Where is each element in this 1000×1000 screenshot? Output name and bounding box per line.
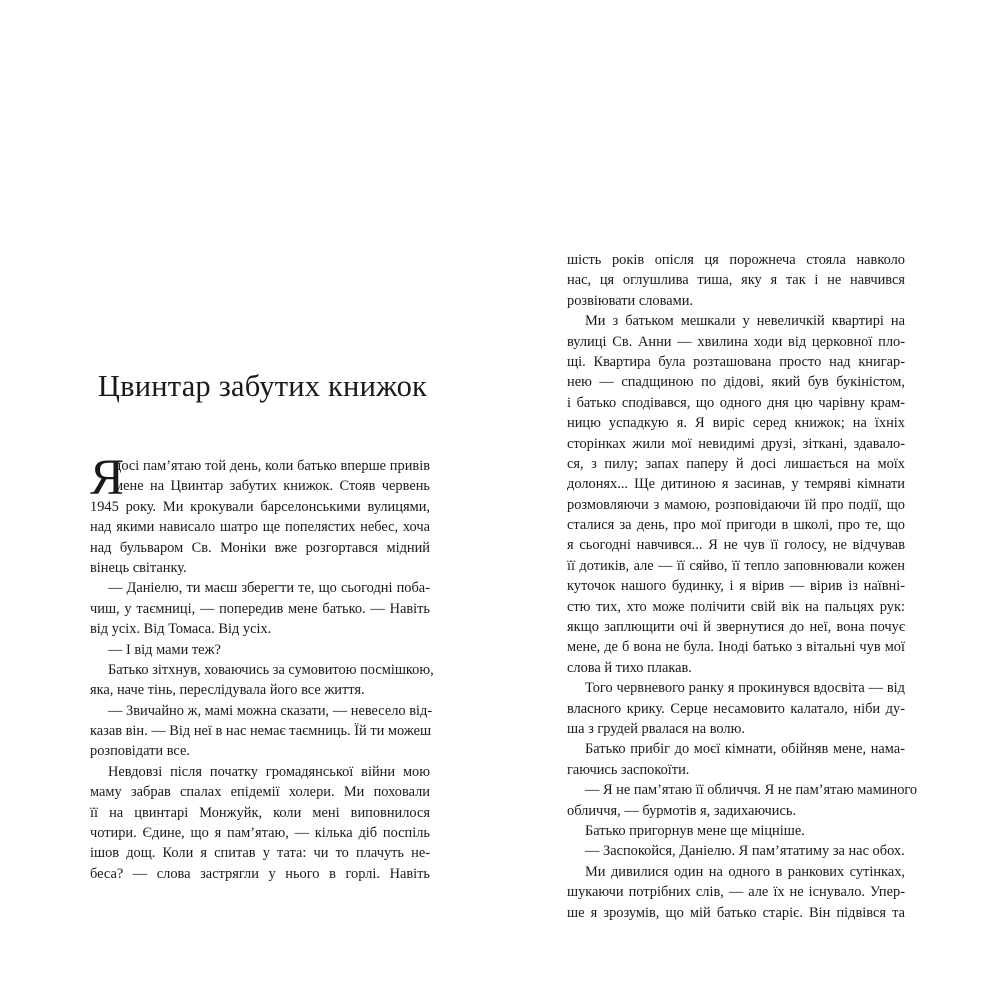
text-line: від усіх. Від Томаса. Від усіх.: [90, 621, 272, 638]
text-line: розмовляючи з мамою, розповідаючи їй про події, що: [567, 496, 905, 513]
text-line: сталися за день, про мої пригоди в школі, про те, що: [567, 517, 905, 534]
text-line: чиш, у таємниці, — попередив мене батько. — Навіть: [90, 600, 430, 617]
text-line: — Я не пам’ятаю її обличчя. Я не пам’ятаю маминого: [585, 782, 918, 799]
text-line: яка, наче тінь, переслідувала його все життя.: [90, 682, 365, 699]
text-line: щі. Квартира була розташована просто над книгар-: [567, 353, 905, 370]
text-line: мене на Цвинтар забутих книжок. Стояв червень: [114, 478, 430, 495]
text-line: шість років опісля ця порожнеча стояла навколо: [567, 252, 905, 268]
text-line: досі пам’ятаю той день, коли батько вперше привів: [114, 458, 430, 474]
text-line: — Звичайно ж, мамі можна сказати, — невесело від-: [108, 702, 433, 719]
text-line: сторінках жили мої невидимі друзі, зіткані, здавало-: [567, 435, 905, 452]
text-line: шукаючи потрібних слів, — але їх не існувало. Упер-: [567, 884, 905, 901]
text-line: я сьогодні навчився... Я не чув її голосу, не відчував: [567, 537, 905, 554]
drop-cap: Я: [90, 450, 125, 506]
chapter-title: Цвинтар забутих книжок: [97, 369, 428, 403]
text-line: маму забрав спалах епідемії холери. Ми поховали: [90, 784, 430, 801]
text-line: мене, де б вона не була. Іноді батько з вітальні чув мої: [567, 639, 905, 656]
text-line: 1945 року. Ми крокували барселонськими вулицями,: [90, 498, 430, 515]
text-line: долонях... Ще дитиною я засинав, у темряві кімнати: [567, 476, 905, 493]
text-line: чотири. Єдине, що я пам’ятаю, — кілька діб поспіль: [90, 825, 430, 842]
text-line: — Даніелю, ти маєш зберегти те, що сьогодні поба-: [108, 580, 430, 597]
text-line: Батько пригорнув мене ще міцніше.: [585, 822, 805, 839]
right-page: [500, 0, 1000, 1000]
text-line: Ми дивилися один на одного в ранкових сутінках,: [585, 863, 905, 880]
text-line: Батько прибіг до моєї кімнати, обійняв мене, нама-: [585, 741, 905, 758]
text-line: ша з грудей рвалася на волю.: [567, 720, 745, 737]
left-page-text: [90, 450, 434, 884]
text-line: вулиці Св. Анни — хвилина ходи від церковної пло-: [567, 333, 905, 350]
text-line: Того червневого ранку я прокинувся вдосвіта — від: [585, 680, 905, 697]
text-line: ше я зрозумів, що мій батько старіє. Він підвівся та: [567, 904, 905, 921]
text-line: над бульваром Св. Моніки вже розгортався мідний: [90, 539, 430, 556]
text-line: і батько сподівався, що одного дня цю чарівну крам-: [567, 394, 905, 411]
text-line: розвіювати словами.: [567, 292, 693, 309]
text-line: її на цвинтарі Монжуйк, коли мені виповнилося: [90, 804, 430, 821]
text-line: куточок нашого будинку, і я вірив — вірив із наївні-: [567, 578, 905, 595]
text-line: над якими нависало шатро ще попелястих небес, хоча: [90, 519, 430, 536]
text-line: казав він. — Від неї в нас немає таємниць. Їй ти можеш: [90, 723, 432, 740]
text-line: обличчя, — бурмотів я, задихаючись.: [567, 802, 797, 819]
text-line: Невдовзі після початку громадянської війни мою: [108, 763, 430, 780]
text-line: нас, ця оглушлива тиша, яку я так і не навчився: [567, 272, 905, 289]
text-line: вінець світанку.: [90, 559, 187, 576]
text-line: її дотиків, але — її сяйво, її тепло заповнювали кожен: [567, 557, 905, 574]
text-line: розповідати все.: [90, 743, 190, 760]
text-line: гаючись заспокоїти.: [567, 761, 690, 778]
text-line: слова й тихо плакав.: [567, 659, 692, 676]
text-line: Батько зітхнув, ховаючись за сумовитою посмішкою,: [108, 661, 434, 678]
text-line: стю тих, хто може полічити свій вік на пальцях рук:: [567, 598, 905, 615]
text-line: ся, з пилу; запах паперу й досі лишається на моїх: [567, 455, 905, 472]
text-line: — Заспокойся, Даніелю. Я пам’ятатиму за нас обох.: [585, 843, 905, 860]
text-line: Ми з батьком мешкали у невеличкій квартирі на: [585, 313, 905, 330]
right-page-text: [567, 250, 918, 923]
text-line: — І від мами теж?: [108, 641, 221, 658]
text-line: якщо заплющити очі й звернутися до неї, вона почує: [567, 619, 905, 636]
text-line: ішов дощ. Коли я спитав у тата: чи то плачуть не-: [90, 845, 430, 862]
text-line: нею — спадщиною по дідові, який був букіністом,: [567, 374, 905, 391]
text-line: беса? — слова застрягли у нього в горлі. Навіть: [90, 865, 430, 882]
text-line: власного крику. Серце несамовито калатало, ніби ду-: [567, 700, 905, 717]
text-line: ницю успадкую я. Я виріс серед книжок; на їхніх: [567, 415, 905, 432]
